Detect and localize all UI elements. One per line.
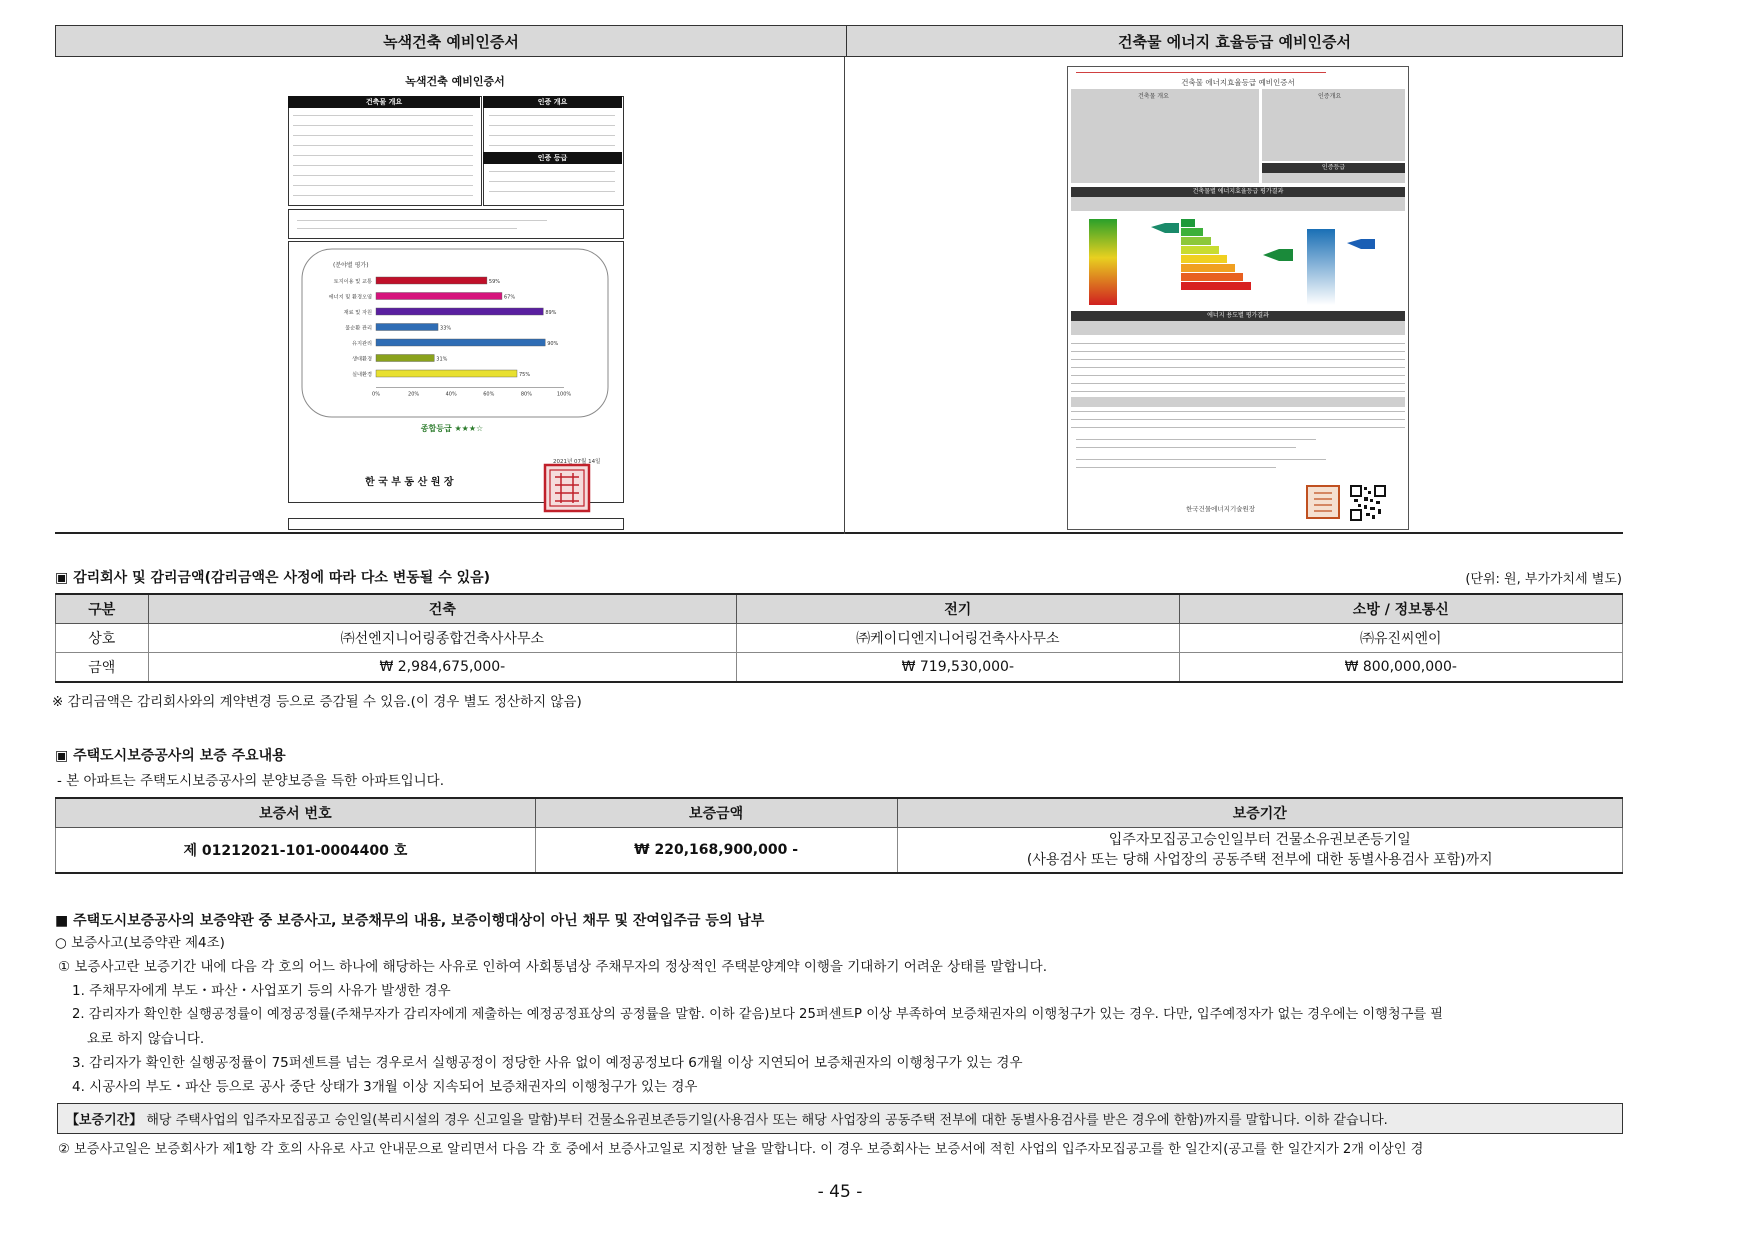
- table-row: [56, 828, 1623, 874]
- left-cert-grade-label: 인증 등급: [483, 152, 622, 164]
- energy-efficiency-certificate-image: [1067, 66, 1409, 530]
- col-category: 구분: [56, 594, 149, 624]
- certificate-header: [55, 25, 1623, 57]
- chart-category-label: 재료 및 자원: [343, 310, 372, 316]
- chart-tick-label: 100%: [556, 391, 572, 398]
- supervision-heading: ▣ 감리회사 및 감리금액(감리금액은 사정에 따라 다소 변동될 수 있음): [55, 570, 491, 586]
- right-cert-section2-label: 에너지 용도별 평가결과: [1071, 311, 1405, 321]
- category-evaluation-chart: [288, 241, 622, 421]
- chart-tick-label: 20%: [408, 391, 420, 398]
- chart-value-label: 90%: [547, 341, 559, 347]
- row-label-amount: 금액: [56, 653, 149, 683]
- amount-electrical: ₩ 719,530,000-: [737, 653, 1179, 683]
- right-cert-info-label: 인증개요: [1318, 93, 1342, 100]
- terms-item-1: 1. 주채무자에게 부도・파산・사업포기 등의 사유가 발생한 경우: [72, 983, 451, 999]
- terms-paragraph-2: ② 보증사고일은 보증회사가 제1항 각 호의 사유로 사고 안내문으로 알리면서 다음 각 호 중에서 보증사고일로 지정한 날을 말합니다. 이 경우 보증회사는 보증서에 적힌 사업의 입주자모집공고를 한 일간지(공고를 한 일간지가 2개 이상인 경: [58, 1142, 1424, 1157]
- green-building-header: 녹색건축 예비인증서: [56, 26, 847, 56]
- guarantee-period: [897, 828, 1622, 874]
- right-cert-grade-label: 인증등급: [1262, 163, 1405, 173]
- supervision-unit: (단위: 원, 부가가치세 별도): [1465, 572, 1622, 587]
- terms-heading: ■ 주택도시보증공사의 보증약관 중 보증사고, 보증채무의 내용, 보증이행대상이 아닌 채무 및 잔여입주금 등의 납부: [55, 913, 765, 929]
- terms-item-2: 2. 감리자가 확인한 실행공정률이 예정공정률(주채무자가 감리자에게 제출하는 예정공정표상의 공정률을 말함. 이하 같음)보다 25퍼센트P 이상 부족하여 보증채권자의 이행청구가 있는 경우. 다만, 입주예정자가 없는 경우에는 이행청구를 필: [72, 1007, 1443, 1022]
- chart-value-label: 75%: [519, 372, 531, 378]
- supervision-note: ※ 감리금액은 감리회사와의 계약변경 등으로 증감될 수 있음.(이 경우 별도 정산하지 않음): [52, 694, 582, 710]
- overall-rating: 종합등급 ★★★☆: [420, 424, 484, 433]
- chart-tick-label: 80%: [520, 391, 532, 398]
- left-cert-title: 녹색건축 예비인증서: [405, 75, 505, 88]
- official-seal-image: [543, 463, 591, 513]
- chart-category-label: 에너지 및 환경오염: [328, 294, 372, 301]
- col-electrical: 전기: [737, 594, 1179, 624]
- qr-code-image: [1350, 485, 1386, 521]
- left-cert-footnote: [288, 518, 624, 530]
- left-cert-statement-box: [288, 209, 624, 239]
- chart-tick-label: 0%: [372, 391, 380, 398]
- col-guarantee-amount: 보증금액: [535, 798, 897, 828]
- right-cert-title: 건축물 에너지효율등급 예비인증서: [1181, 78, 1295, 87]
- guarantee-subtext: - 본 아파트는 주택도시보증공사의 분양보증을 득한 아파트입니다.: [57, 773, 445, 789]
- right-cert-overview-box: [1071, 89, 1259, 183]
- guarantee-period-box: [57, 1103, 1623, 1134]
- left-cert-overview-label: 건축물 개요: [288, 96, 480, 108]
- terms-paragraph-1: ① 보증사고란 보증기간 내에 다음 각 호의 어느 하나에 해당하는 사유로 인하여 사회통념상 주채무자의 정상적인 주택분양계약 이행을 기대하기 어려운 상태를 말합니다.: [58, 959, 1048, 975]
- left-cert-info-box: [483, 96, 624, 206]
- chart-value-label: 59%: [488, 279, 501, 285]
- company-fire-telecom: ㈜유진씨엔이: [1179, 624, 1622, 653]
- left-cert-overview-box: [288, 96, 482, 206]
- table-row: [56, 653, 1623, 683]
- chart-category-label: 생태환경: [351, 356, 372, 363]
- table-row: [56, 624, 1623, 653]
- chart-value-label: 89%: [545, 310, 557, 316]
- chart-bar: [376, 308, 543, 315]
- guarantee-amount: ₩ 220,168,900,000 -: [535, 828, 897, 874]
- energy-grade-graphs: [1071, 213, 1405, 309]
- guarantee-period-line1: 입주자모집공고승인일부터 건물소유권보존등기일: [1108, 832, 1411, 848]
- left-cert-date: 2021년 07월 14일: [553, 459, 601, 465]
- chart-value-label: 67%: [503, 294, 516, 301]
- chart-bar: [376, 277, 487, 284]
- supervision-table: [55, 593, 1623, 683]
- right-cert-section1-label: 건축물별 에너지효율등급 평가결과: [1071, 187, 1405, 197]
- chart-tick-label: 60%: [483, 391, 495, 398]
- terms-item-4: 4. 시공사의 부도・파산 등으로 공사 중단 상태가 3개월 이상 지속되어 보증채권자의 이행청구가 있는 경우: [72, 1079, 698, 1095]
- col-guarantee-number: 보증서 번호: [56, 798, 536, 828]
- chart-value-label: 31%: [436, 356, 448, 363]
- chart-category-label: 토지이용 및 교통: [333, 279, 372, 285]
- guarantee-period-box-text: 해당 주택사업의 입주자모집공고 승인일(복리시설의 경우 신고일을 말함)부터 건물소유권보존등기일(사용검사 또는 해당 사업장의 공동주택 전부에 대한 동별사용검사를 받은 경우에 한함)까지를 말합니다. 이하 같습니다.: [146, 1113, 1388, 1128]
- left-cert-info-label: 인증 개요: [483, 96, 622, 108]
- page-number: - 45 -: [817, 1182, 863, 1202]
- terms-item-2-cont: 요로 하지 않습니다.: [87, 1031, 205, 1047]
- guarantee-table: [55, 797, 1623, 874]
- chart-caption: (분야별 평가): [333, 262, 369, 269]
- chart-category-label: 실내환경: [351, 372, 372, 378]
- terms-subheading: ○ 보증사고(보증약관 제4조): [55, 935, 225, 951]
- col-guarantee-period: 보증기간: [897, 798, 1622, 828]
- chart-bar: [376, 324, 438, 331]
- chart-category-label: 유지관리: [351, 341, 372, 347]
- right-cert-overview-label: 건축물 개요: [1138, 93, 1169, 100]
- chart-bar: [376, 339, 545, 346]
- amount-fire-telecom: ₩ 800,000,000-: [1179, 653, 1622, 683]
- right-cert-seal-image: [1306, 485, 1340, 519]
- left-cert-issuer: 한 국 부 동 산 원 장: [365, 477, 454, 488]
- chart-value-label: 33%: [440, 325, 452, 332]
- row-label-company: 상호: [56, 624, 149, 653]
- right-cert-issuer: 한국건물에너지기술원장: [1186, 505, 1256, 513]
- terms-item-3: 3. 감리자가 확인한 실행공정률이 75퍼센트를 넘는 경우로서 실행공정이 정당한 사유 없이 예정공정보다 6개월 이상 지연되어 보증채권자의 이행청구가 있는 경우: [72, 1055, 1023, 1071]
- col-architecture: 건축: [148, 594, 737, 624]
- guarantee-number: 제 01212021-101-0004400 호: [56, 828, 536, 874]
- certificate-divider: [844, 57, 845, 534]
- chart-category-label: 물순환 관리: [345, 325, 372, 332]
- green-building-certificate-image: [285, 63, 625, 531]
- chart-tick-label: 40%: [445, 391, 457, 398]
- chart-bar: [376, 370, 517, 377]
- guarantee-period-box-label: 【보증기간】: [66, 1113, 143, 1128]
- chart-bar: [376, 355, 434, 362]
- energy-efficiency-header: 건축물 에너지 효율등급 예비인증서: [1117, 32, 1352, 51]
- company-electrical: ㈜케이디엔지니어링건축사사무소: [737, 624, 1179, 653]
- chart-bar: [376, 293, 502, 300]
- guarantee-period-line2: (사용검사 또는 당해 사업장의 공동주택 전부에 대한 동별사용검사 포함)까지: [1026, 852, 1493, 868]
- amount-architecture: ₩ 2,984,675,000-: [148, 653, 737, 683]
- col-fire-telecom: 소방 / 정보통신: [1179, 594, 1622, 624]
- company-architecture: ㈜선엔지니어링종합건축사사무소: [148, 624, 737, 653]
- guarantee-heading: ▣ 주택도시보증공사의 보증 주요내용: [55, 748, 286, 764]
